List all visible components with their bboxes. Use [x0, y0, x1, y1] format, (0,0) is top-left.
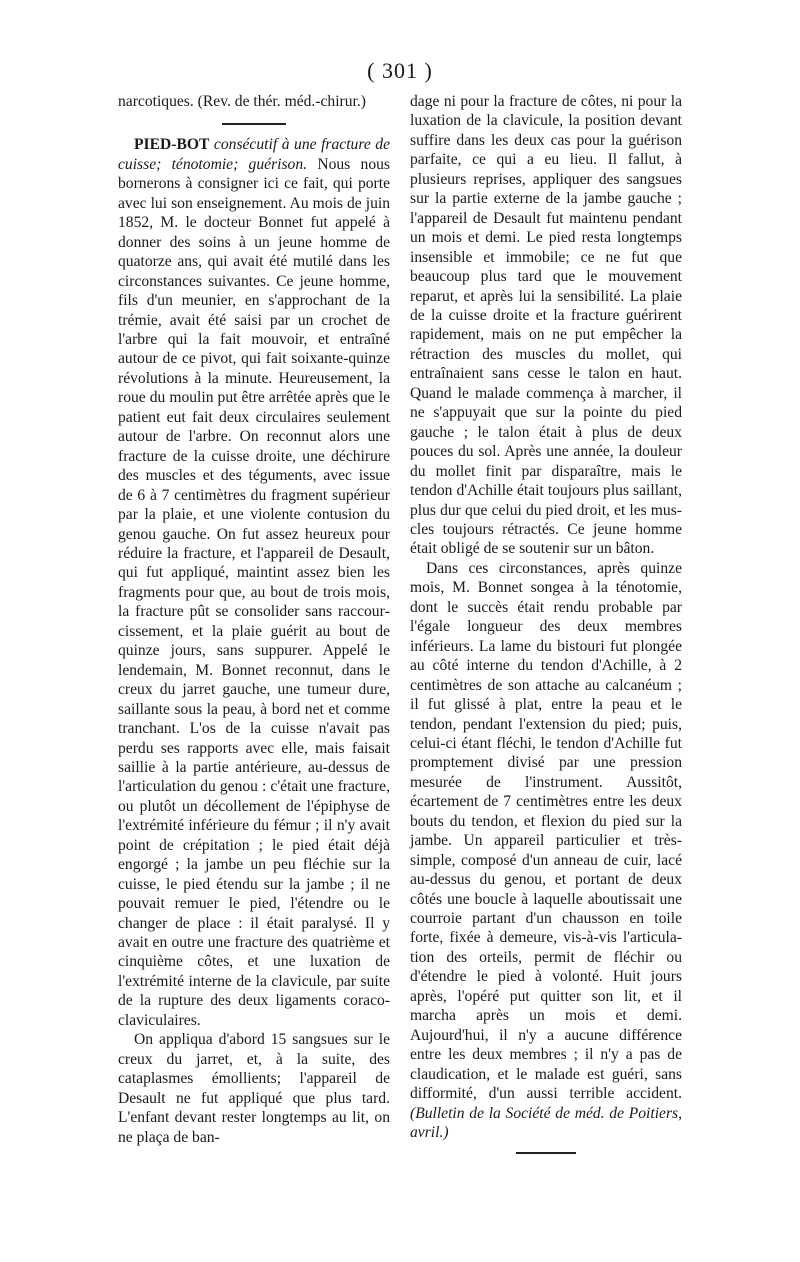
paragraph-body: Dans ces circonstances, après quinze mois, M. Bonnet songea à la ténotomie, dont le succès était rendu probable par l'égale longueur des deux membres inférieurs. La lame du bistouri fut plongée au côté interne du tendon d'Achille, à 2 centimètres de son attache au calcanéum ; il fut glissé à plat, entre la peau et le tendon, pendant l'extension du pied; puis, celui-ci étant fléchi, le tendon d'Achille fut promptement divisé par une pression mesurée de l'instrument. Aussitôt, écartement de 7 centimètres entre les deux bouts du tendon, et flexion du pied sur la jambe. Un appareil particulier et très-simple, composé d'un anneau de cuir, lacé au-dessus du genou, et portant de deux côtés une boucle à laquelle aboutissait une courroie partant d'un chausson en toile forte, fixée à demeure, vis-à-vis l'articulation des orteils, permit de fléchir ou d'étendre le pied à volonté. Huit jours après, l'opéré put quitter son lit, et il marcha après un mois et demi. Aujourd'hui, il n'y a aucune différence entre les deux membres ; il n'y a pas de claudication, et le malade est guéri, sans difformité, d'un aussi terrible accident.: [410, 559, 682, 1103]
section-divider: [222, 123, 286, 125]
citation: (Bulletin de la Société de méd. de Poitiers, avril.): [410, 1104, 682, 1142]
end-divider: [516, 1152, 576, 1154]
article-title: consécutif à une fracture de cuisse; ténotomie; guérison.: [118, 136, 390, 173]
article-paragraph: [118, 135, 390, 1030]
paragraph: dage ni pour la fracture de côtes, ni pour la luxation de la clavicule, la position devant suffire dans les deux cas pour la guérison parfaite, ce qui a eu lieu. Il fallut, à plusieurs reprises, appliquer des sangsues sur la partie externe de la jambe gauche ; l'appareil de Desault fut maintenu pendant un mois et demi. Le pied resta longtemps insensible et immobile; ce ne fut que beaucoup plus tard que le mouvement reparut, et après lui la sensibilité. La plaie de la cuisse droite et la fracture guérirent rapidement, mais on ne put empêcher la rétraction des muscles du mollet, qui entraînaient sans cesse le talon en haut. Quand le malade commença à marcher, il ne s'appuyait que sur la pointe du pied gauche ; le talon était à plus de deux pouces du sol. Après une année, la douleur du mollet finit par disparaître, mais le tendon d'Achille était toujours plus saillant, plus dur que celui du pied droit, et les muscles toujours rétractés. Ce jeune homme était obligé de se soutenir sur un bâton.: [410, 93, 682, 558]
article-lead: PIED-BOT: [134, 136, 210, 154]
page-number: ( 301 ): [367, 58, 433, 83]
paragraph: narcotiques. (Rev. de thér. méd.-chirur.): [118, 93, 366, 110]
right-column: [410, 92, 682, 1154]
article-body: Nous nous bornerons à consigner ici ce fait, qui porte avec lui son enseignement. Au mois de juin 1852, M. le docteur Bonnet fut appelé à donner des soins à un jeune homme de quatorze ans, qui avait été mutilé dans les circonstances suivantes. Ce jeune homme, fils d'un meunier, en s'approchant de la trémie, avait été saisi par un crochet de l'arbre qui la fait mouvoir, et entraîné autour de ce pivot, qui fait soixante-quinze révolutions à la minute. Heureusement, la roue du moulin put être arrêtée après que le patient eut fait deux circulaires seulement autour de l'arbre. On reconnut alors une fracture de la cuisse droite, une déchirure des muscles et des téguments, avec issue de 6 à 7 centimètres du fragment supérieur par la plaie, et une violente contusion du genou gauche. On fut assez heureux pour réduire la fracture, et l'appareil de Desault, qui fut appliqué, maintint assez bien les fragments pour que, au bout de trois mois, la fracture pût se consolider sans raccourcissement, et la plaie guérit au bout de quinze jours, sans suppurer. Appelé le lendemain, M. Bonnet reconnut, dans le creux du jarret gauche, une tumeur dure, saillante sous la peau, à bord net et comme tranchant. L'os de la cuisse n'avait pas perdu ses rapports avec elle, mais faisait saillie à la partie antérieure, au-dessus de l'articulation du genou : c'était une fracture, ou plutôt un décollement de l'épiphyse de l'extrémité inférieure du fémur ; il n'y avait point de crépitation ; le pied était déjà engorgé ; la jambe un peu fléchie sur la cuisse, le pied étendu sur la jambe ; il ne pouvait remuer le pied, l'étendre ou le changer de place : il était paralysé. Il y avait en outre une fracture des quatrième et cinquième côtes, et une luxation de l'extrémité interne de la clavicule, par suite de la rupture des deux ligaments coraco-claviculaires.: [118, 155, 390, 1029]
left-column: [118, 92, 390, 1147]
paragraph: On appliqua d'abord 15 sangsues sur le creux du jarret, et, à la suite, des cataplasmes émollients; l'appareil de Desault ne fut appliqué que plus tard. L'enfant devant rester longtemps au lit, on ne plaça de ban-: [118, 1031, 390, 1146]
paragraph: [410, 559, 682, 1143]
